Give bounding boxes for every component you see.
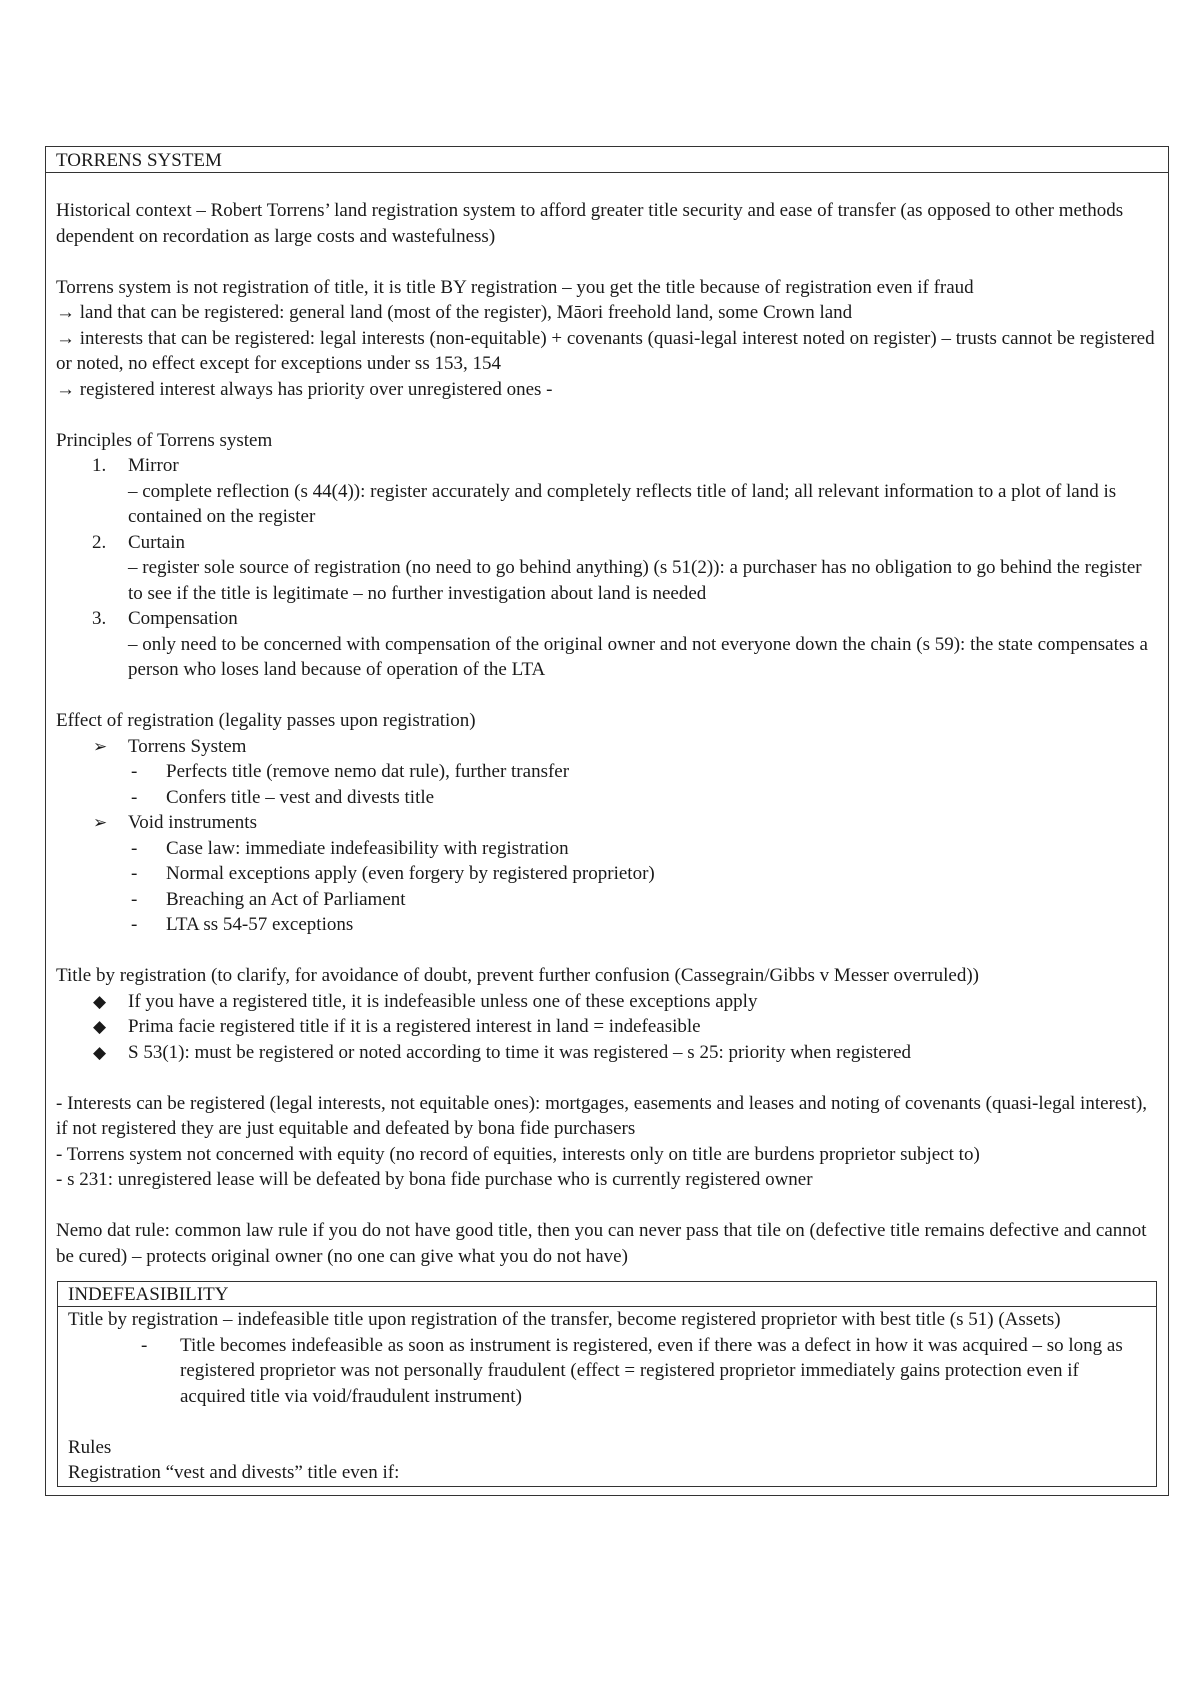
indefeasibility-intro: Title by registration – indefeasible title upon registration of the transfer, become registered proprietor with best title (s 51) (Assets) <box>68 1309 1061 1330</box>
title-by-registration-heading: Title by registration (to clarify, for avoidance of doubt, prevent further confusion (Cassegrain/Gibbs v Messer overruled)) <box>56 965 980 986</box>
principle-desc: – only need to be concerned with compensation of the original owner and not everyone down the chain (s 59): the state compensates a person who loses land because of operation of the LTA <box>128 633 1148 680</box>
effect-list <box>56 810 1158 836</box>
indefeasibility-title: INDEFEASIBILITY <box>58 1282 1156 1307</box>
list-item: ◆ Prima facie registered title if it is a registered interest in land = indefeasible <box>56 1014 1158 1040</box>
chevron-icon: ➢ <box>93 736 108 756</box>
principle-item: 1. Mirror – complete reflection (s 44(4)): register accurately and completely reflects title of land; all relevant information to a plot of land is contained on the register <box>56 453 1158 530</box>
diamond-bullet-icon: ◆ <box>93 991 107 1011</box>
arrow-item: → registered interest always has priority over unregistered ones - <box>56 378 553 400</box>
effect-sublist <box>56 759 1158 810</box>
effect-group: ➢ Void instruments <box>56 810 1158 836</box>
list-item: - Breaching an Act of Parliament <box>131 888 406 910</box>
principles-list <box>56 453 1158 683</box>
intro-lead: Torrens system is not registration of title, it is title BY registration – you get the title because of registration even if fraud <box>56 276 974 298</box>
diamond-bullet-icon: ◆ <box>93 1017 107 1036</box>
list-item: ◆ If you have a registered title, it is indefeasible unless one of these exceptions apply <box>56 989 1158 1015</box>
arrow-icon: → <box>56 378 75 400</box>
principle-title: Compensation <box>128 608 238 629</box>
principle-title: Mirror <box>128 455 179 476</box>
principle-item: 3. Compensation – only need to be concerned with compensation of the original owner and not everyone down the chain (s 59): the state compensates a person who loses land because of operation of the LTA <box>56 606 1158 683</box>
principle-desc: – register sole source of registration (no need to go behind anything) (s 51(2)): a purchaser has no obligation to go behind the register to see if the title is legitimate – no further investigation about land is needed <box>128 557 1142 604</box>
arrow-item: → land that can be registered: general land (most of the register), Māori freehold land, some Crown land <box>56 302 853 323</box>
arrow-item: → interests that can be registered: legal interests (non-equitable) + covenants (quasi-legal interest noted on register) – trusts cannot be registered or noted, no effect except for exceptions under ss 153, 154 <box>56 327 1155 374</box>
list-item: - Perfects title (remove nemo dat rule), further transfer <box>131 761 570 782</box>
list-item: - Confers title – vest and divests title <box>131 786 435 808</box>
arrow-icon: → <box>56 327 75 349</box>
chevron-icon: ➢ <box>93 813 108 832</box>
principle-desc: – complete reflection (s 44(4)): register accurately and completely reflects title of land; all relevant information to a plot of land is contained on the register <box>128 480 1117 527</box>
list-item: - LTA ss 54-57 exceptions <box>131 914 354 935</box>
effect-sublist <box>56 836 1158 938</box>
indefeasibility-table <box>57 1281 1157 1487</box>
diamond-bullet-icon: ◆ <box>93 1042 107 1062</box>
dash-note: - s 231: unregistered lease will be defeated by bona fide purchase who is currently registered owner <box>56 1169 813 1190</box>
list-item: - Normal exceptions apply (even forgery by registered proprietor) <box>131 863 655 884</box>
dash-note: - Interests can be registered (legal interests, not equitable ones): mortgages, easements and leases and noting of covenants (quasi-legal interest), if not registered they are just equitable and defeated by bona fide purchasers <box>56 1092 1148 1139</box>
effect-group: ➢ Torrens System <box>56 734 1158 760</box>
principle-title: Curtain <box>128 531 185 553</box>
dash-note: - Torrens system not concerned with equity (no record of equities, interests only on title are burdens proprietor subject to) <box>56 1143 980 1165</box>
list-item: - Case law: immediate indefeasibility with registration <box>131 837 569 859</box>
indefeasibility-body <box>58 1307 1156 1486</box>
title-by-registration-list <box>56 989 1158 1066</box>
principle-item: 2. Curtain – register sole source of registration (no need to go behind anything) (s 51(2)): a purchaser has no obligation to go behind the register to see if the title is legitimate – no further investigation about land is needed <box>56 530 1158 607</box>
rules-line: Registration “vest and divests” title even if: <box>68 1462 400 1483</box>
effect-heading: Effect of registration (legality passes upon registration) <box>56 710 476 731</box>
list-item: - Title becomes indefeasible as soon as instrument is registered, even if there was a defect in how it was acquired – so long as registered proprietor was not personally fraudulent (effect = registered proprietor immediately gains protection even if acquired title via void/fraudulent instrument) <box>141 1334 1123 1407</box>
arrow-icon: → <box>56 302 75 323</box>
list-item: ◆ S 53(1): must be registered or noted according to time it was registered – s 25: priority when registered <box>56 1040 1158 1066</box>
effect-list <box>56 734 1158 760</box>
section-title: TORRENS SYSTEM <box>46 147 1168 173</box>
rules-heading: Rules <box>68 1436 112 1458</box>
nemo-dat-rule: Nemo dat rule: common law rule if you do not have good title, then you can never pass that tile on (defective title remains defective and cannot be cured) – protects original owner (no one can give what you do not have) <box>56 1220 1147 1267</box>
principles-heading: Principles of Torrens system <box>56 429 273 451</box>
notes-body <box>46 173 1168 1495</box>
historical-context: Historical context – Robert Torrens’ land registration system to afford greater title security and ease of transfer (as opposed to other methods dependent on recordation as large costs and wastefulness) <box>56 200 1124 247</box>
notes-table <box>45 146 1169 1496</box>
